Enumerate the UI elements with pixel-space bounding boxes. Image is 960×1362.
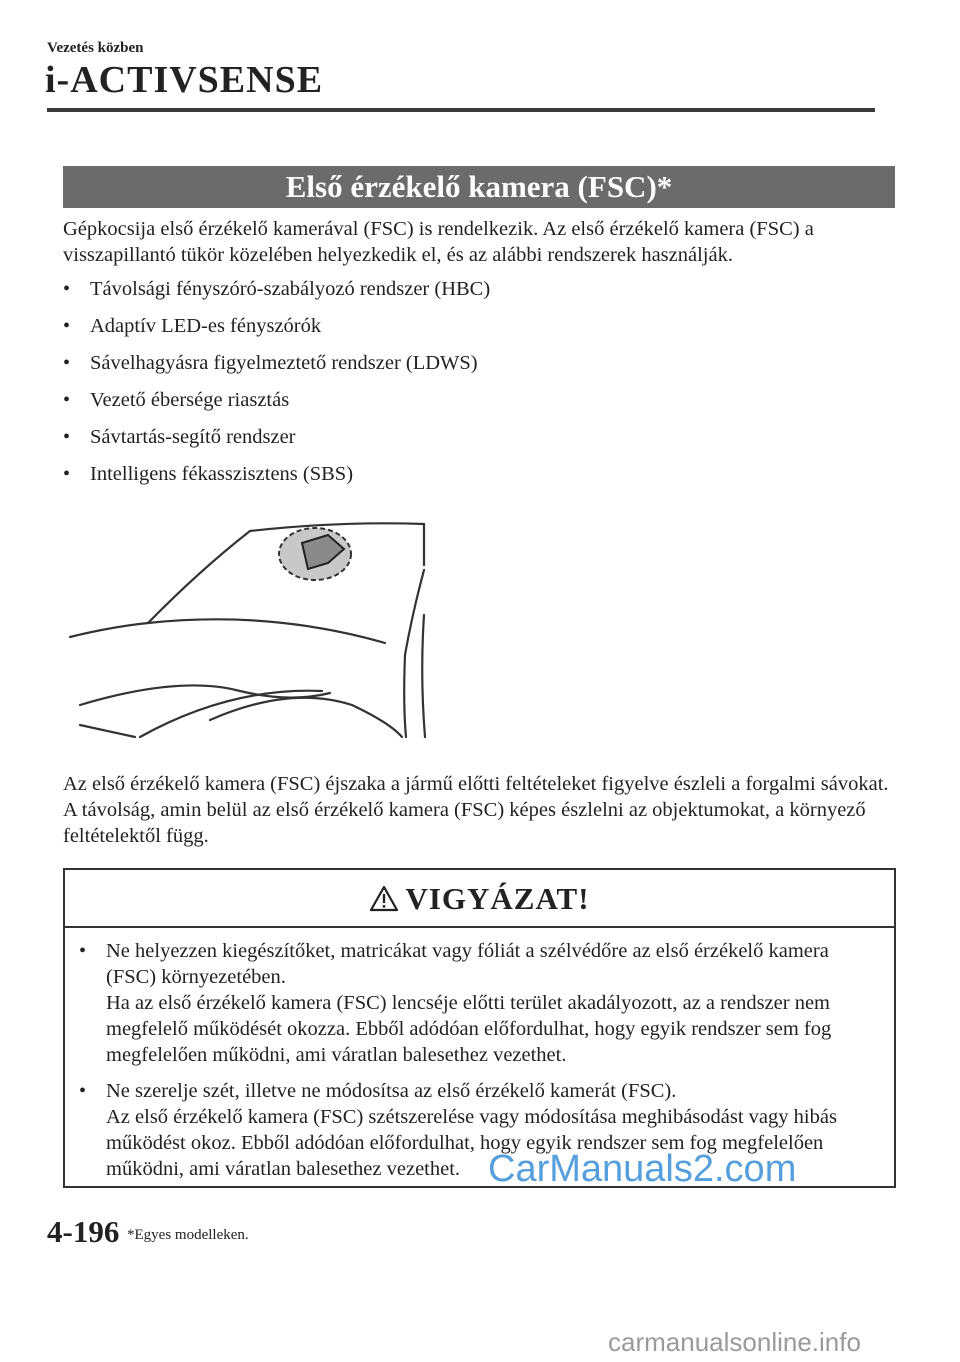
footer-site-link[interactable]: carmanualsonline.info: [608, 1327, 861, 1357]
windshield-right: [405, 570, 424, 655]
list-item-text: Vezető ébersége riasztás: [90, 389, 290, 411]
caution-header: [65, 870, 894, 928]
bullet-icon: •: [63, 352, 71, 374]
list-item: [63, 424, 895, 461]
camera-location-illustration: [60, 515, 440, 750]
list-item-text: Adaptív LED-es fényszórók: [90, 315, 322, 337]
caution-body: [65, 928, 894, 1182]
list-item: [63, 350, 895, 387]
list-item-text: Sávtartás-segítő rendszer: [90, 426, 296, 448]
list-item: [63, 313, 895, 350]
watermark: CarManuals2.com: [488, 1148, 797, 1190]
bumper-line: [80, 725, 135, 737]
page-number: 4-196: [47, 1214, 120, 1249]
intro-paragraph: Gépkocsija első érzékelő kamerával (FSC) is rendelkezik. Az első érzékelő kamera (FSC) a visszapillantó tükör közelében helyezkedik el, és az alábbi rendszerek használják.: [63, 218, 814, 266]
caution-item: [79, 938, 880, 1068]
caution-item-line1: Ne szerelje szét, illetve ne módosítsa az első érzékelő kamerát (FSC).: [106, 1080, 677, 1102]
title-rule: [47, 108, 875, 112]
bullet-icon: •: [63, 389, 71, 411]
bullet-icon: •: [63, 426, 71, 448]
windshield-camera-svg: [60, 515, 440, 745]
hood-front: [70, 623, 148, 637]
bullet-icon: •: [79, 940, 87, 962]
list-item-text: Intelligens fékasszisztens (SBS): [90, 463, 354, 485]
caution-item-line2: Ha az első érzékelő kamera (FSC) lencséje előtti terület akadályozott, az a rendszer nem megfelelő működését okozza. Ebből adódóan előfordulhat, hogy egyik rendszer sem fog megfelelően működni, ami váratlan balesethez vezethet.: [106, 992, 832, 1066]
night-detection-paragraph: Az első érzékelő kamera (FSC) éjszaka a jármű előtti feltételeket figyelve észleli a forgalmi sávokat. A távolság, amin belül az első érzékelő kamera (FSC) képes észlelni az objektumokat, a környező feltételektől függ.: [63, 773, 889, 847]
cowl-line: [148, 619, 385, 643]
caution-title: VIGYÁZAT!: [405, 881, 590, 916]
door-line: [404, 655, 406, 737]
list-item: [63, 276, 895, 313]
list-item-text: Sávelhagyásra figyelmeztető rendszer (LDWS): [90, 352, 478, 374]
side-line: [422, 615, 425, 737]
list-item-text: Távolsági fényszóró-szabályozó rendszer (HBC): [90, 278, 491, 300]
windshield-pillar: [148, 531, 250, 623]
running-head: Vezetés közben: [47, 40, 144, 56]
hood-crease-1: [80, 685, 330, 705]
footnote: *Egyes modelleken.: [127, 1227, 249, 1243]
caution-item-line1: Ne helyezzen kiegészítőket, matricákat vagy fóliát a szélvédőre az első érzékelő kamera (FSC) környezetében.: [106, 940, 829, 988]
bullet-icon: •: [63, 463, 71, 485]
warning-triangle-icon: [369, 885, 399, 912]
bullet-icon: •: [63, 278, 71, 300]
list-item: [63, 387, 895, 424]
subsection-banner: Első érzékelő kamera (FSC)*: [63, 166, 895, 208]
caution-item-line2: Az első érzékelő kamera (FSC) szétszerelése vagy módosítása meghibásodást vagy hibás működést okoz. Ebből adódóan előfordulhat, hogy egyik rendszer sem fog megfelelően működni, ami váratlan balesethez vezethet.: [106, 1106, 837, 1180]
list-item: [63, 461, 895, 498]
bullet-icon: •: [79, 1080, 87, 1102]
section-title: i-ACTIVSENSE: [45, 59, 324, 101]
systems-list: [63, 276, 895, 498]
bullet-icon: •: [63, 315, 71, 337]
roof-line: [250, 523, 424, 531]
caution-box: [63, 868, 896, 1188]
fender-line: [210, 698, 402, 737]
